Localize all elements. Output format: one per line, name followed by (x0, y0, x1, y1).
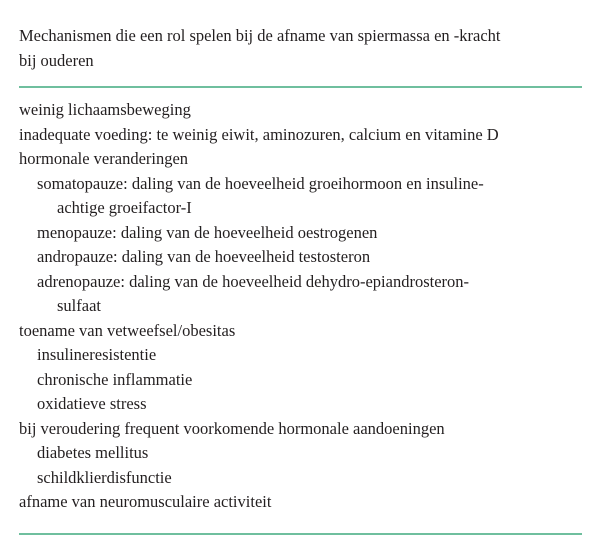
caption-line-1: Mechanismen die een rol spelen bij de afname van spiermassa en -kracht (19, 26, 501, 45)
sub-list-item (19, 466, 589, 491)
sub-list-item (19, 221, 589, 246)
item-text-continuation: sulfaat (57, 296, 101, 315)
sub-list-item (19, 441, 589, 466)
mechanism-list (19, 98, 589, 515)
item-text: schildklierdisfunctie (37, 467, 172, 487)
item-text: adrenopauze: daling van de hoeveelheid dehydro-epiandrosteron- (37, 271, 470, 291)
item-text: andropauze: daling van de hoeveelheid testosteron (37, 247, 371, 266)
sub-list-item (19, 172, 589, 221)
list-item (19, 98, 589, 123)
top-divider (19, 86, 582, 88)
item-text: inadequate voeding: te weinig eiwit, aminozuren, calcium en vitamine D (19, 124, 499, 144)
table-caption (19, 24, 589, 73)
sub-list-item (19, 343, 589, 368)
sub-list-item (19, 392, 589, 417)
list-item (19, 319, 589, 344)
item-text: insulineresistentie (37, 345, 157, 364)
list-item (19, 490, 589, 515)
item-text: diabetes mellitus (37, 443, 149, 462)
item-text-continuation: achtige groeifactor-I (57, 198, 192, 217)
sub-list-item (19, 270, 589, 319)
bottom-divider (19, 533, 582, 535)
item-text: menopauze: daling van de hoeveelheid oestrogenen (37, 222, 378, 242)
item-text: hormonale veranderingen (19, 149, 189, 168)
item-text: weinig lichaamsbeweging (19, 100, 191, 119)
caption-line-2: bij ouderen (19, 50, 94, 70)
item-text: chronische inflammatie (37, 369, 193, 389)
item-text: oxidatieve stress (37, 394, 147, 413)
list-item (19, 417, 589, 442)
list-item (19, 147, 589, 172)
list-item (19, 123, 589, 148)
item-text: bij veroudering frequent voorkomende hormonale aandoeningen (19, 418, 445, 438)
item-text: afname van neuromusculaire activiteit (19, 492, 272, 511)
item-text: toename van vetweefsel/obesitas (19, 320, 236, 340)
item-text: somatopauze: daling van de hoeveelheid groeihormoon en insuline- (37, 173, 484, 193)
sub-list-item (19, 368, 589, 393)
sub-list-item (19, 245, 589, 270)
